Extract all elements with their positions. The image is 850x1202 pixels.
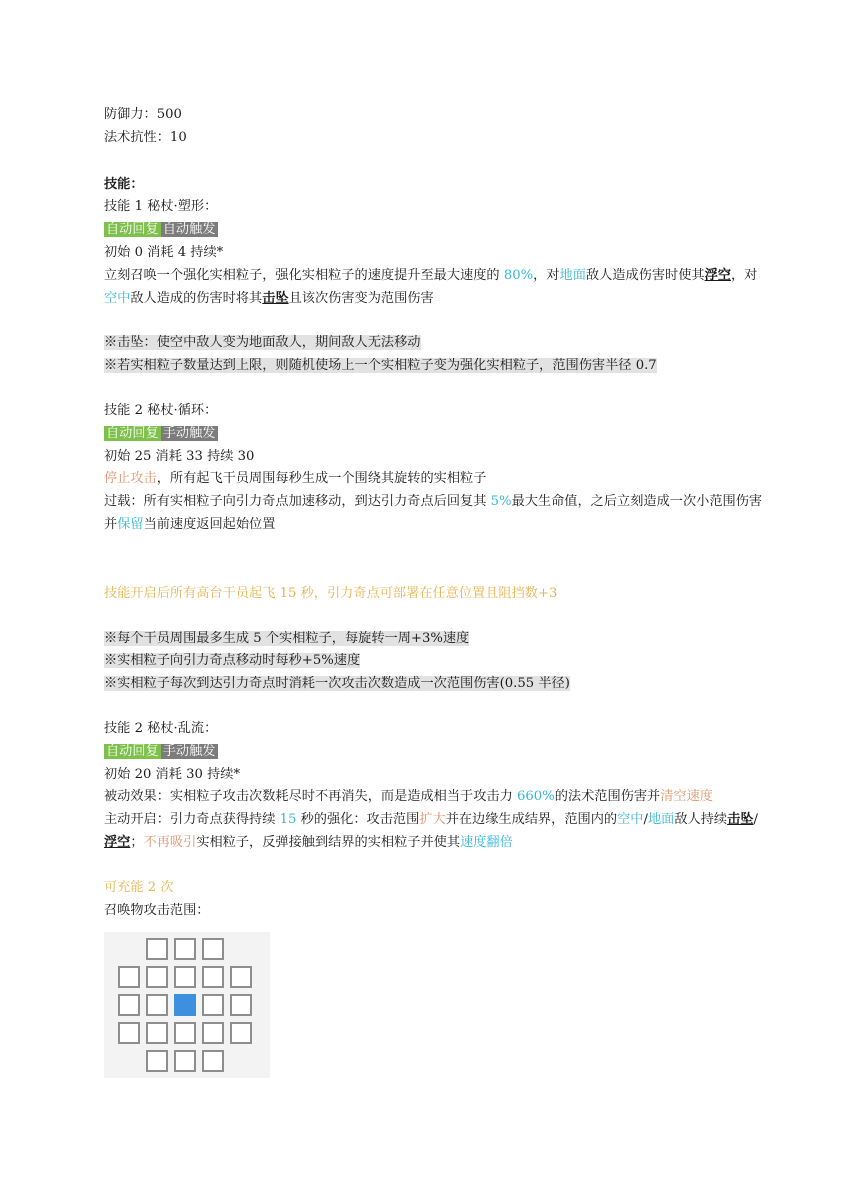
skill1-description: 立刻召唤一个强化实相粒子，强化实相粒子的速度提升至最大速度的 80%，对地面敌人造成伤害时使其浮空，对空中敌人造成的伤害时将其击坠且该次伤害变为范围伤害 [104,267,758,306]
skill3-title: 技能 2 秘杖·乱流： [104,720,218,736]
skill3-active: 主动开启：引力奇点获得持续 15 秒的强化：攻击范围扩大并在边缘生成结界，范围内的空中/地面敌人持续击坠/浮空；不再吸引实相粒子，反弹接触到结界的实相粒子并使其速度翻倍 [104,812,758,850]
range-cell [202,938,224,960]
skill1-stats: 初始 0 消耗 4 持续* [104,244,224,260]
range-cell [146,966,168,988]
skill2-overload: 过载：所有实相粒子向引力奇点加速移动，到达引力奇点后回复其 5%最大生命值，之后立刻造成一次小范围伤害并保留当前速度返回起始位置 [104,494,763,532]
skill2-recovery-badge: 自动回复 [106,425,159,441]
range-cell [202,994,224,1016]
defense-stat: 防御力：500 [104,107,182,122]
range-cell [118,966,140,988]
resistance-stat: 法术抗性：10 [104,129,187,145]
range-cell [146,1050,168,1072]
document-body [104,104,764,922]
skill2-note-damage: ※实相粒子每次到达引力奇点时消耗一次攻击次数造成一次范围伤害(0.55 半径) [104,676,570,692]
range-cell [118,1022,140,1044]
range-cell [174,1022,196,1044]
range-cell [202,1050,224,1072]
skill1-note-knockdown: ※击坠：使空中敌人变为地面敌人，期间敌人无法移动 [104,335,421,351]
skill2-note-speed: ※实相粒子向引力奇点移动时每秒+5%速度 [104,653,361,669]
skill3-stats: 初始 20 消耗 30 持续* [104,766,241,782]
range-cell [202,1022,224,1044]
skill3-recovery-badge: 自动回复 [106,743,159,759]
range-cell [174,966,196,988]
skill3-passive: 被动效果：实相粒子攻击次数耗尽时不再消失，而是造成相当于攻击力 660%的法术范围伤害并清空速度 [104,789,713,805]
skill2-title: 技能 2 秘杖·循环： [104,402,218,418]
range-cell [202,966,224,988]
range-cell [174,938,196,960]
skill2-stats: 初始 25 消耗 33 持续 30 [104,448,255,464]
skill2-trigger-badge: 手动触发 [162,425,216,441]
skills-heading: 技能： [104,176,144,192]
skill2-gold-note: 技能开启后所有高台干员起飞 15 秒，引力奇点可部署在任意位置且阻挡数+3 [104,585,558,601]
range-cell [146,994,168,1016]
skill1-title: 技能 1 秘杖·塑形： [104,199,218,215]
skill2-effect: 停止攻击，所有起飞干员周围每秒生成一个围绕其旋转的实相粒子 [104,471,487,487]
skill1-note-limit: ※若实相粒子数量达到上限，则随机使场上一个实相粒子变为强化实相粒子，范围伤害半径 0.7 [104,358,657,374]
skill3-trigger-badge: 手动触发 [162,743,216,759]
skill1-recovery-badge: 自动回复 [106,222,159,238]
range-cell [118,994,140,1016]
range-cell [230,966,252,988]
skill2-note-spawn: ※每个干员周围最多生成 5 个实相粒子，每旋转一周+3%速度 [104,630,470,646]
range-cell [230,1022,252,1044]
range-cell [146,1022,168,1044]
attack-range-grid [104,932,270,1078]
range-cell-center [174,994,196,1016]
skill3-charges: 可充能 2 次 [104,879,174,895]
range-cell [230,994,252,1016]
range-label: 召唤物攻击范围： [104,902,210,918]
range-cell [146,938,168,960]
skill1-trigger-badge: 自动触发 [162,222,216,238]
range-cell [174,1050,196,1072]
